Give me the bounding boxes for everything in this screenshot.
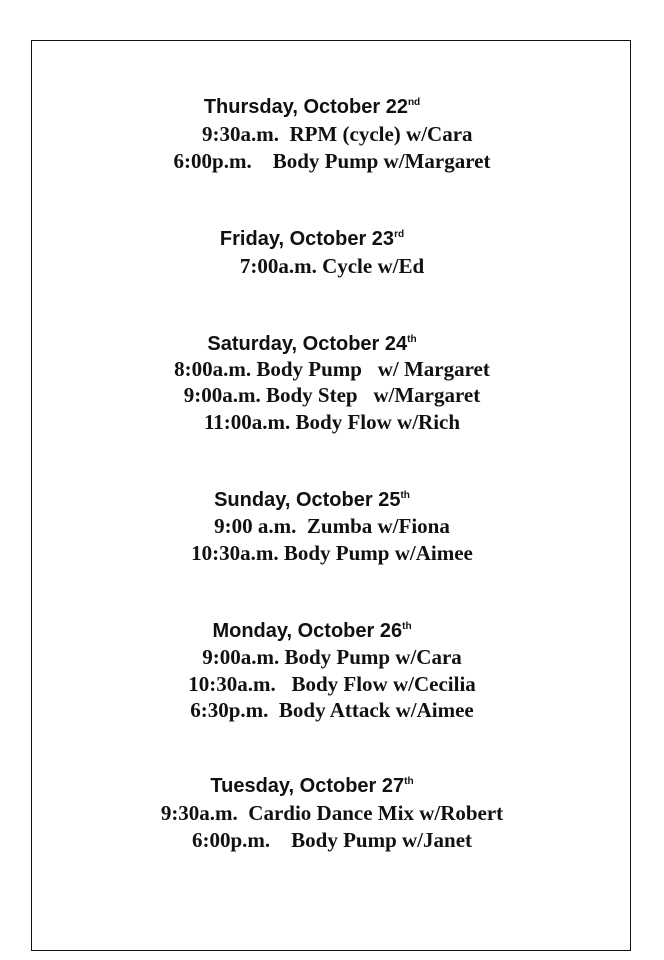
ordinal-suffix: nd [407, 97, 421, 108]
ordinal-suffix: th [407, 334, 417, 345]
heading-text: Monday, October 26 [212, 620, 403, 642]
day-heading-sunday [0, 488, 644, 512]
day-heading-saturday [0, 332, 644, 356]
ordinal-suffix: th [402, 621, 412, 632]
ordinal-suffix: rd [394, 229, 405, 240]
class-entry: 6:30p.m. Body Attack w/Aimee [190, 698, 474, 722]
heading-text: Thursday, October 22 [203, 96, 408, 118]
day-heading-thursday [0, 95, 644, 119]
class-entry: 6:00p.m. Body Pump w/Janet [191, 828, 473, 852]
heading-text: Sunday, October 25 [214, 489, 401, 511]
class-entry: 10:30a.m. Body Pump w/Aimee [191, 541, 473, 565]
heading-text: Friday, October 23 [219, 228, 395, 250]
class-entry: 9:30a.m. Cardio Dance Mix w/Robert [160, 801, 504, 825]
class-entry: 9:00a.m. Body Step w/Margaret [183, 383, 481, 407]
ordinal-suffix: th [400, 490, 410, 501]
heading-text: Saturday, October 24 [207, 333, 408, 355]
class-entry: 9:00 a.m. Zumba w/Fiona [214, 514, 450, 538]
day-heading-monday [0, 619, 644, 643]
day-heading-tuesday [0, 774, 644, 798]
class-entry: 8:00a.m. Body Pump w/ Margaret [174, 357, 490, 381]
day-heading-friday [0, 227, 644, 251]
class-entry: 11:00a.m. Body Flow w/Rich [203, 410, 461, 434]
heading-text: Tuesday, October 27 [210, 775, 405, 797]
class-entry: 6:00p.m. Body Pump w/Margaret [173, 149, 491, 173]
ordinal-suffix: th [404, 776, 414, 787]
class-entry: 10:30a.m. Body Flow w/Cecilia [188, 672, 476, 696]
class-entry: 9:00a.m. Body Pump w/Cara [202, 645, 462, 669]
class-entry: 7:00a.m. Cycle w/Ed [239, 254, 425, 278]
class-entry: 9:30a.m. RPM (cycle) w/Cara [191, 122, 473, 146]
